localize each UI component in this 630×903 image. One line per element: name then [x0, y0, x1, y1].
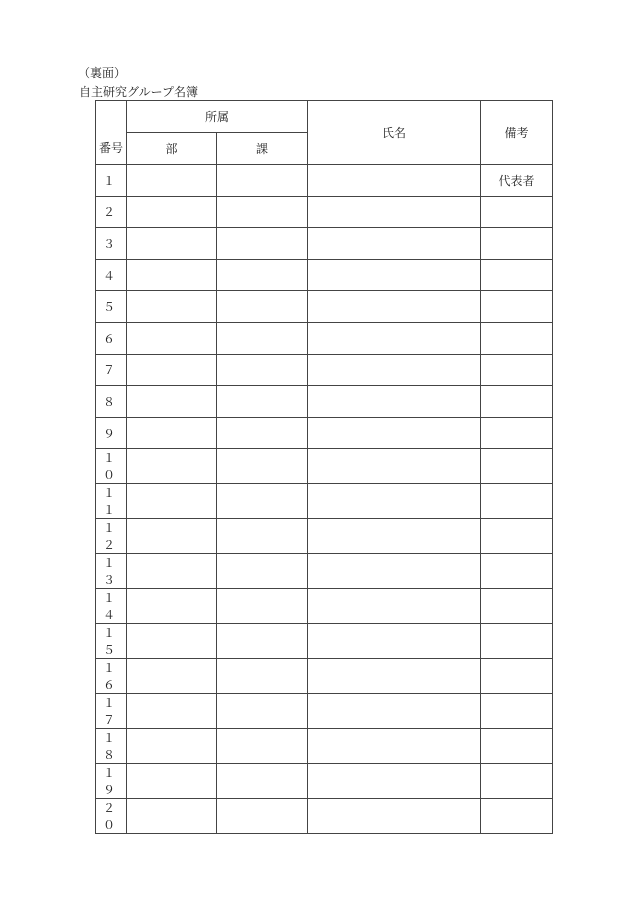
- department-cell[interactable]: [127, 322, 217, 354]
- row-number: ２: [96, 196, 127, 228]
- row-number: ４: [96, 259, 127, 291]
- department-cell[interactable]: [127, 519, 217, 554]
- row-number: １４: [96, 589, 127, 624]
- table-row: [96, 659, 553, 694]
- member-name-cell[interactable]: [308, 799, 481, 834]
- remarks-cell[interactable]: [481, 322, 553, 354]
- member-name-cell[interactable]: [308, 228, 481, 260]
- member-name-cell[interactable]: [308, 165, 481, 197]
- remarks-cell[interactable]: [481, 519, 553, 554]
- member-name-cell[interactable]: [308, 354, 481, 386]
- table-row: [96, 519, 553, 554]
- member-name-cell[interactable]: [308, 322, 481, 354]
- section-cell[interactable]: [217, 519, 308, 554]
- row-number: １２: [96, 519, 127, 554]
- row-number: １３: [96, 554, 127, 589]
- row-number: １１: [96, 484, 127, 519]
- member-name-cell[interactable]: [308, 417, 481, 449]
- remarks-cell[interactable]: [481, 589, 553, 624]
- row-number: １０: [96, 449, 127, 484]
- row-number: ２０: [96, 799, 127, 834]
- department-cell[interactable]: [127, 354, 217, 386]
- remarks-cell[interactable]: [481, 554, 553, 589]
- header-section: 課: [217, 133, 308, 165]
- section-cell[interactable]: [217, 449, 308, 484]
- department-cell[interactable]: [127, 764, 217, 799]
- section-cell[interactable]: [217, 694, 308, 729]
- section-cell[interactable]: [217, 729, 308, 764]
- section-cell[interactable]: [217, 589, 308, 624]
- header-number: 番号: [96, 101, 127, 165]
- table-row: [96, 694, 553, 729]
- department-cell[interactable]: [127, 729, 217, 764]
- page-side-label: （裏面）: [78, 66, 127, 80]
- remarks-cell[interactable]: [481, 659, 553, 694]
- remarks-cell[interactable]: [481, 764, 553, 799]
- department-cell[interactable]: [127, 417, 217, 449]
- department-cell[interactable]: [127, 484, 217, 519]
- table-row: [96, 165, 553, 197]
- row-number: １: [96, 165, 127, 197]
- table-row: [96, 624, 553, 659]
- row-number: ８: [96, 386, 127, 418]
- remarks-cell[interactable]: [481, 799, 553, 834]
- row-number: １９: [96, 764, 127, 799]
- table-row: [96, 386, 553, 418]
- member-name-cell[interactable]: [308, 386, 481, 418]
- section-cell[interactable]: [217, 417, 308, 449]
- row-number: ３: [96, 228, 127, 260]
- table-row: [96, 259, 553, 291]
- remarks-cell[interactable]: [481, 354, 553, 386]
- member-name-cell[interactable]: [308, 554, 481, 589]
- remarks-cell[interactable]: [481, 624, 553, 659]
- department-cell[interactable]: [127, 624, 217, 659]
- department-cell[interactable]: [127, 589, 217, 624]
- department-cell[interactable]: [127, 799, 217, 834]
- member-name-cell[interactable]: [308, 589, 481, 624]
- member-roster-table: [95, 100, 553, 834]
- remarks-cell[interactable]: [481, 449, 553, 484]
- department-cell[interactable]: [127, 259, 217, 291]
- section-cell[interactable]: [217, 196, 308, 228]
- row-number: ６: [96, 322, 127, 354]
- department-cell[interactable]: [127, 291, 217, 323]
- section-cell[interactable]: [217, 291, 308, 323]
- member-name-cell[interactable]: [308, 449, 481, 484]
- remarks-cell[interactable]: [481, 259, 553, 291]
- header-remarks: 備考: [481, 101, 553, 165]
- section-cell[interactable]: [217, 228, 308, 260]
- remarks-cell[interactable]: [481, 291, 553, 323]
- remarks-cell[interactable]: [481, 386, 553, 418]
- remarks-cell[interactable]: [481, 228, 553, 260]
- department-cell[interactable]: [127, 228, 217, 260]
- remarks-cell[interactable]: [481, 694, 553, 729]
- section-cell[interactable]: [217, 659, 308, 694]
- table-row: [96, 484, 553, 519]
- section-cell[interactable]: [217, 165, 308, 197]
- row-number: １８: [96, 729, 127, 764]
- section-cell[interactable]: [217, 484, 308, 519]
- row-number: １７: [96, 694, 127, 729]
- row-number: ５: [96, 291, 127, 323]
- table-row: [96, 729, 553, 764]
- document-title: 自主研究グループ名簿: [79, 85, 199, 99]
- remarks-cell[interactable]: [481, 196, 553, 228]
- header-name: 氏名: [308, 101, 481, 165]
- section-cell[interactable]: [217, 386, 308, 418]
- roster-body: [96, 165, 553, 834]
- table-row: [96, 554, 553, 589]
- table-row: [96, 228, 553, 260]
- section-cell[interactable]: [217, 354, 308, 386]
- member-name-cell[interactable]: [308, 659, 481, 694]
- section-cell[interactable]: [217, 322, 308, 354]
- section-cell[interactable]: [217, 624, 308, 659]
- department-cell[interactable]: [127, 659, 217, 694]
- department-cell[interactable]: [127, 449, 217, 484]
- row-number: ７: [96, 354, 127, 386]
- remarks-cell[interactable]: [481, 484, 553, 519]
- remarks-cell[interactable]: [481, 417, 553, 449]
- member-name-cell[interactable]: [308, 291, 481, 323]
- department-cell[interactable]: [127, 554, 217, 589]
- row-number: ９: [96, 417, 127, 449]
- row-number: １６: [96, 659, 127, 694]
- department-cell[interactable]: [127, 196, 217, 228]
- row-number: １５: [96, 624, 127, 659]
- remarks-cell[interactable]: 代表者: [481, 165, 553, 197]
- department-cell[interactable]: [127, 386, 217, 418]
- member-name-cell[interactable]: [308, 519, 481, 554]
- table-row: [96, 799, 553, 834]
- table-row: [96, 196, 553, 228]
- remarks-cell[interactable]: [481, 729, 553, 764]
- table-row: [96, 589, 553, 624]
- table-row: [96, 291, 553, 323]
- table-row: [96, 322, 553, 354]
- header-department: 部: [127, 133, 217, 165]
- department-cell[interactable]: [127, 694, 217, 729]
- table-row: [96, 449, 553, 484]
- member-name-cell[interactable]: [308, 764, 481, 799]
- section-cell[interactable]: [217, 554, 308, 589]
- table-row: [96, 417, 553, 449]
- table-row: [96, 354, 553, 386]
- member-name-cell[interactable]: [308, 624, 481, 659]
- member-name-cell[interactable]: [308, 694, 481, 729]
- section-cell[interactable]: [217, 259, 308, 291]
- department-cell[interactable]: [127, 165, 217, 197]
- section-cell[interactable]: [217, 799, 308, 834]
- section-cell[interactable]: [217, 764, 308, 799]
- header-affiliation: 所属: [127, 101, 308, 133]
- member-name-cell[interactable]: [308, 484, 481, 519]
- table-row: [96, 764, 553, 799]
- member-name-cell[interactable]: [308, 729, 481, 764]
- member-name-cell[interactable]: [308, 259, 481, 291]
- member-name-cell[interactable]: [308, 196, 481, 228]
